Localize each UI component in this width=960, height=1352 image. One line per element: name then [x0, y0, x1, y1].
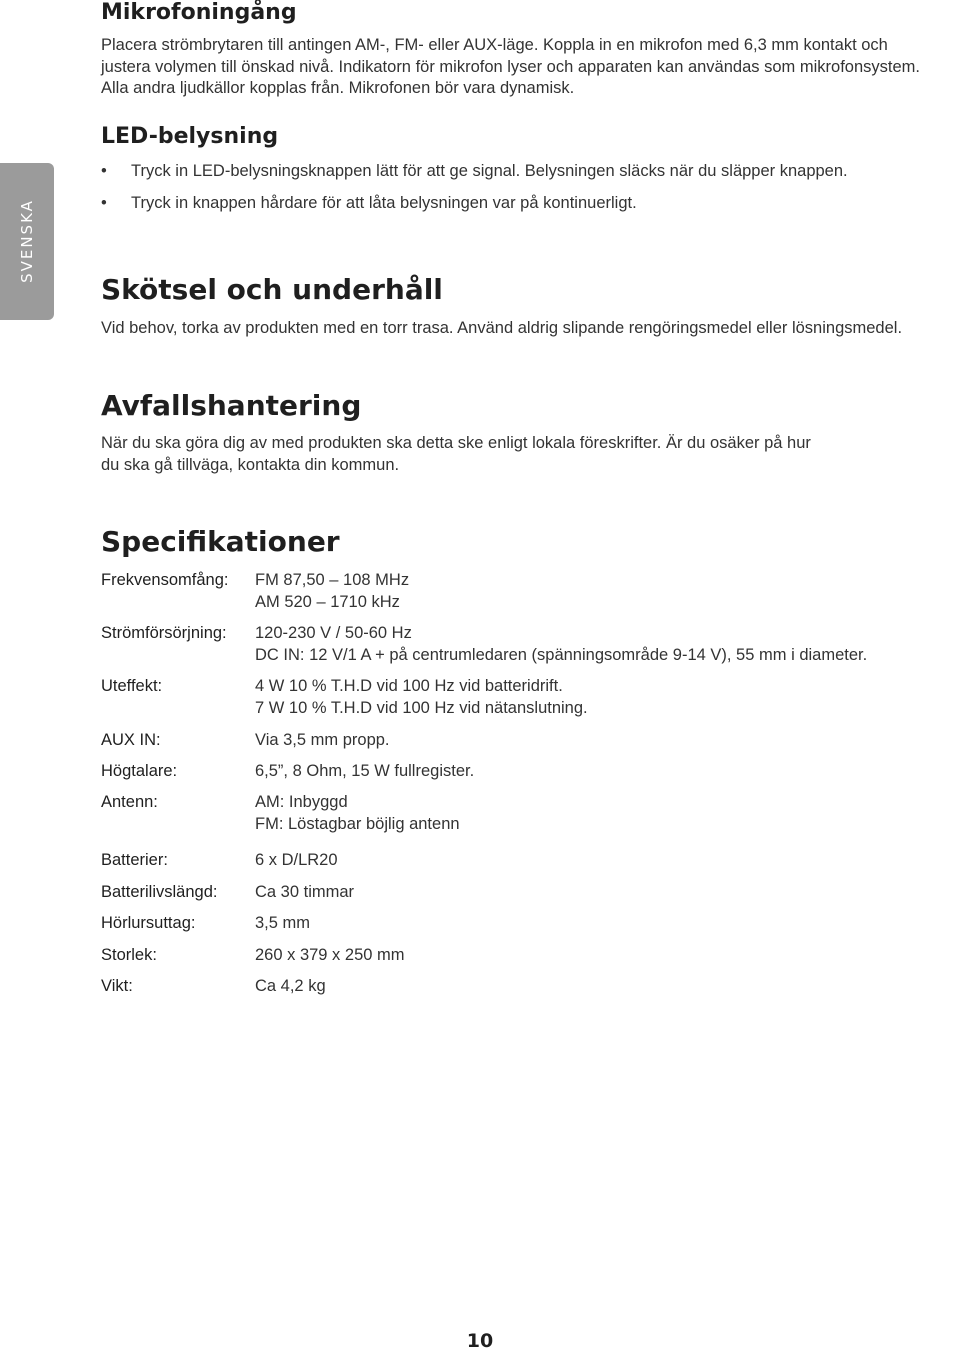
- mic-text-line: justera volymen till önskad nivå. Indikatorn för mikrofon lyser och apparaten kan användas som mikrofonsystem.: [101, 57, 920, 76]
- mic-text-line: Alla andra ljudkällor kopplas från. Mikrofonen bör vara dynamisk.: [101, 79, 575, 97]
- spec-value: FM 87,50 – 108 MHz: [255, 571, 410, 589]
- waste-text: [101, 433, 941, 476]
- mic-text: [101, 35, 941, 100]
- spec-value: Ca 4,2 kg: [255, 977, 326, 995]
- spec-label: Storlek:: [101, 946, 157, 964]
- spec-label: Strömförsörjning:: [101, 624, 227, 642]
- spec-label: Hörlursuttag:: [101, 914, 196, 932]
- spec-label: Batterier:: [101, 851, 168, 869]
- spec-value: 6,5”, 8 Ohm, 15 W fullregister.: [255, 762, 475, 780]
- spec-label: Vikt:: [101, 977, 133, 995]
- section-title-specs: Specifikationer: [101, 525, 340, 558]
- spec-value: 260 x 379 x 250 mm: [255, 946, 405, 964]
- care-text: Vid behov, torka av produkten med en torr trasa. Använd aldrig slipande rengöringsmedel eller lösningsmedel.: [101, 319, 903, 337]
- waste-text-line: När du ska göra dig av med produkten ska detta ske enligt lokala föreskrifter. Är du osäker på hur: [101, 434, 811, 452]
- spec-value: Ca 30 timmar: [255, 883, 355, 901]
- mic-text-line: Placera strömbrytaren till antingen AM-, FM- eller AUX-läge. Koppla in en mikrofon med 6,3 mm kontakt och: [101, 36, 888, 54]
- spec-value: AM 520 – 1710 kHz: [255, 592, 400, 611]
- page-number: 10: [466, 1330, 494, 1352]
- waste-text-line: du ska gå tillväga, kontakta din kommun.: [101, 455, 400, 474]
- spec-value: 7 W 10 % T.H.D vid 100 Hz vid nätanslutning.: [255, 698, 588, 717]
- language-tab: [0, 163, 54, 320]
- spec-label: Antenn:: [101, 793, 158, 811]
- spec-value: Via 3,5 mm propp.: [255, 731, 390, 749]
- spec-label: Uteffekt:: [101, 677, 163, 695]
- section-title-care: Skötsel och underhåll: [101, 273, 443, 306]
- section-title-led: LED-belysning: [101, 124, 279, 149]
- led-bullet-list: [101, 161, 941, 214]
- spec-value: 6 x D/LR20: [255, 851, 338, 869]
- spec-value: DC IN: 12 V/1 A + på centrumledaren (spänningsområde 9-14 V), 55 mm i diameter.: [255, 645, 868, 664]
- spec-label: Högtalare:: [101, 762, 178, 780]
- spec-value: FM: Löstagbar böjlig antenn: [255, 814, 460, 833]
- spec-value: 3,5 mm: [255, 914, 311, 932]
- list-item: • Tryck in knappen hårdare för att låta belysningen var på kontinuerligt.: [101, 193, 941, 215]
- spec-value: 4 W 10 % T.H.D vid 100 Hz vid batteridrift.: [255, 677, 563, 695]
- list-item: • Tryck in LED-belysningsknappen lätt för att ge signal. Belysningen släcks när du släpper knappen.: [101, 161, 941, 183]
- section-title-waste: Avfallshantering: [101, 389, 362, 422]
- spec-label: Batterilivslängd:: [101, 883, 218, 901]
- section-title-mic: Mikrofoningång: [101, 0, 297, 25]
- spec-value: AM: Inbyggd: [255, 793, 348, 811]
- spec-value: 120-230 V / 50-60 Hz: [255, 624, 412, 642]
- language-tab-label: SVENSKA: [18, 199, 36, 283]
- spec-label: AUX IN:: [101, 731, 161, 749]
- spec-label: Frekvensomfång:: [101, 571, 229, 589]
